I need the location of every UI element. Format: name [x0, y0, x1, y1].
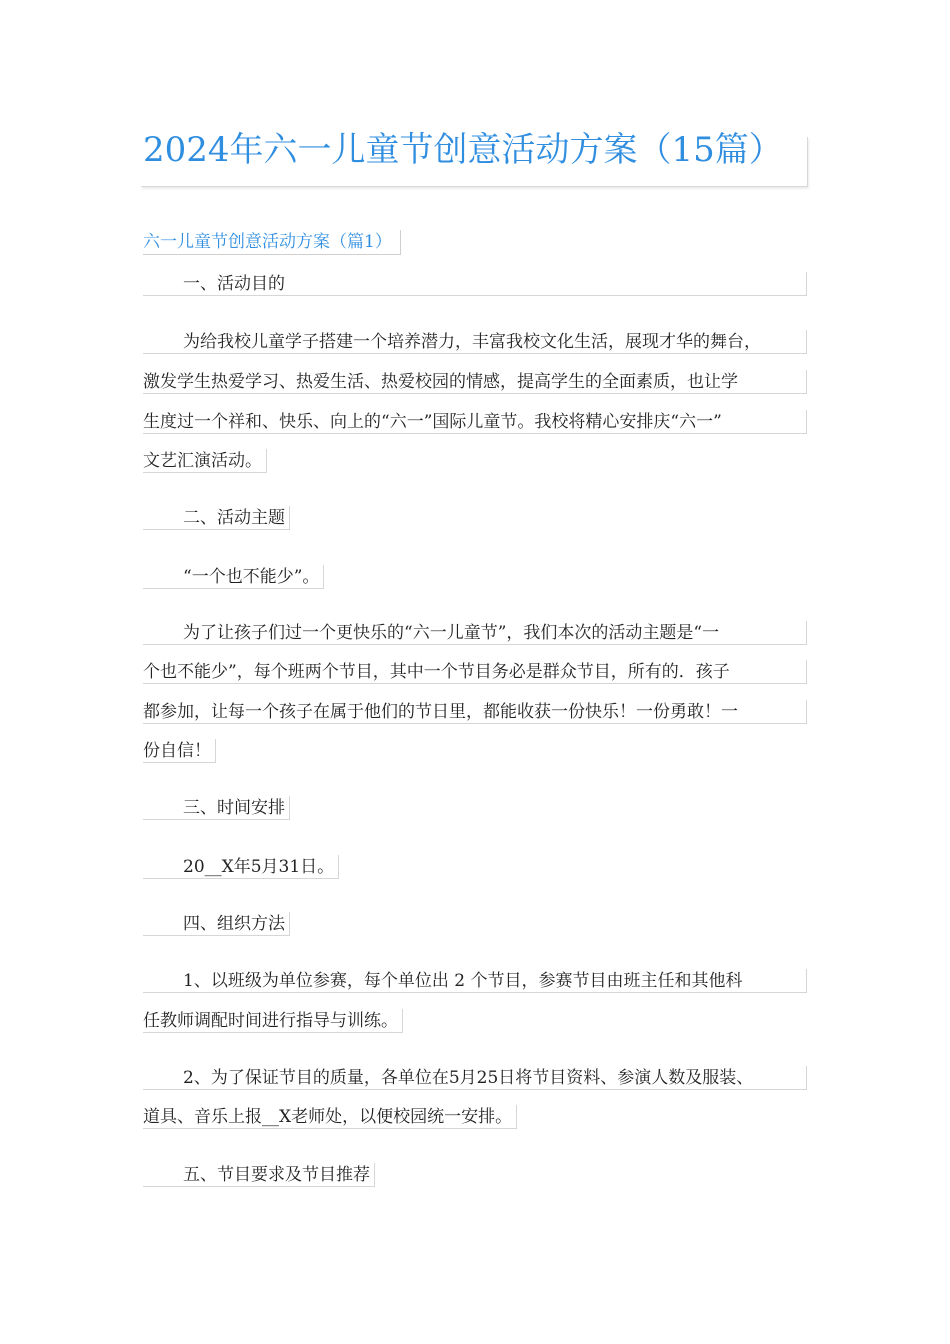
heading-organization: 四、组织方法 [143, 912, 290, 936]
paragraph-line: 文艺汇演活动。 [143, 449, 267, 473]
heading-schedule: 三、时间安排 [143, 796, 290, 820]
paragraph-line: 为了让孩子们过一个更快乐的“六一儿童节”，我们本次的活动主题是“一 [143, 621, 807, 645]
paragraph-line: 都参加，让每一个孩子在属于他们的节日里，都能收获一份快乐！一份勇敢！一 [143, 700, 807, 724]
paragraph-line: 个也不能少”，每个班两个节目，其中一个节目务必是群众节目，所有的．孩子 [143, 660, 807, 684]
paragraph-line: 任教师调配时间进行指导与训练。 [143, 1009, 403, 1033]
paragraph-line: 道具、音乐上报__X老师处，以便校园统一安排。 [143, 1105, 517, 1129]
heading-activity-purpose: 一、活动目的 [143, 272, 807, 296]
section-heading: 六一儿童节创意活动方案（篇1） [143, 230, 401, 255]
paragraph-line: 份自信！ [143, 739, 216, 763]
paragraph-line: 激发学生热爱学习、热爱生活、热爱校园的情感，提高学生的全面素质，也让学 [143, 370, 807, 394]
heading-program-requirements: 五、节目要求及节目推荐 [143, 1163, 375, 1187]
paragraph-line: 生度过一个祥和、快乐、向上的“六一”国际儿童节。我校将精心安排庆“六一” [143, 410, 807, 434]
schedule-date: 20__X年5月31日。 [143, 855, 339, 879]
paragraph-line: 1、以班级为单位参赛，每个单位出 2 个节目，参赛节目由班主任和其他科 [143, 969, 807, 993]
paragraph-line: 为给我校儿童学子搭建一个培养潜力，丰富我校文化生活，展现才华的舞台， [143, 330, 807, 354]
paragraph-line: 2、为了保证节目的质量，各单位在5月25日将节目资料、参演人数及服装、 [143, 1066, 807, 1090]
heading-activity-theme: 二、活动主题 [143, 506, 290, 530]
theme-quote: “一个也不能少”。 [143, 565, 324, 589]
document-title: 2024年六一儿童节创意活动方案（15篇） [143, 130, 783, 170]
